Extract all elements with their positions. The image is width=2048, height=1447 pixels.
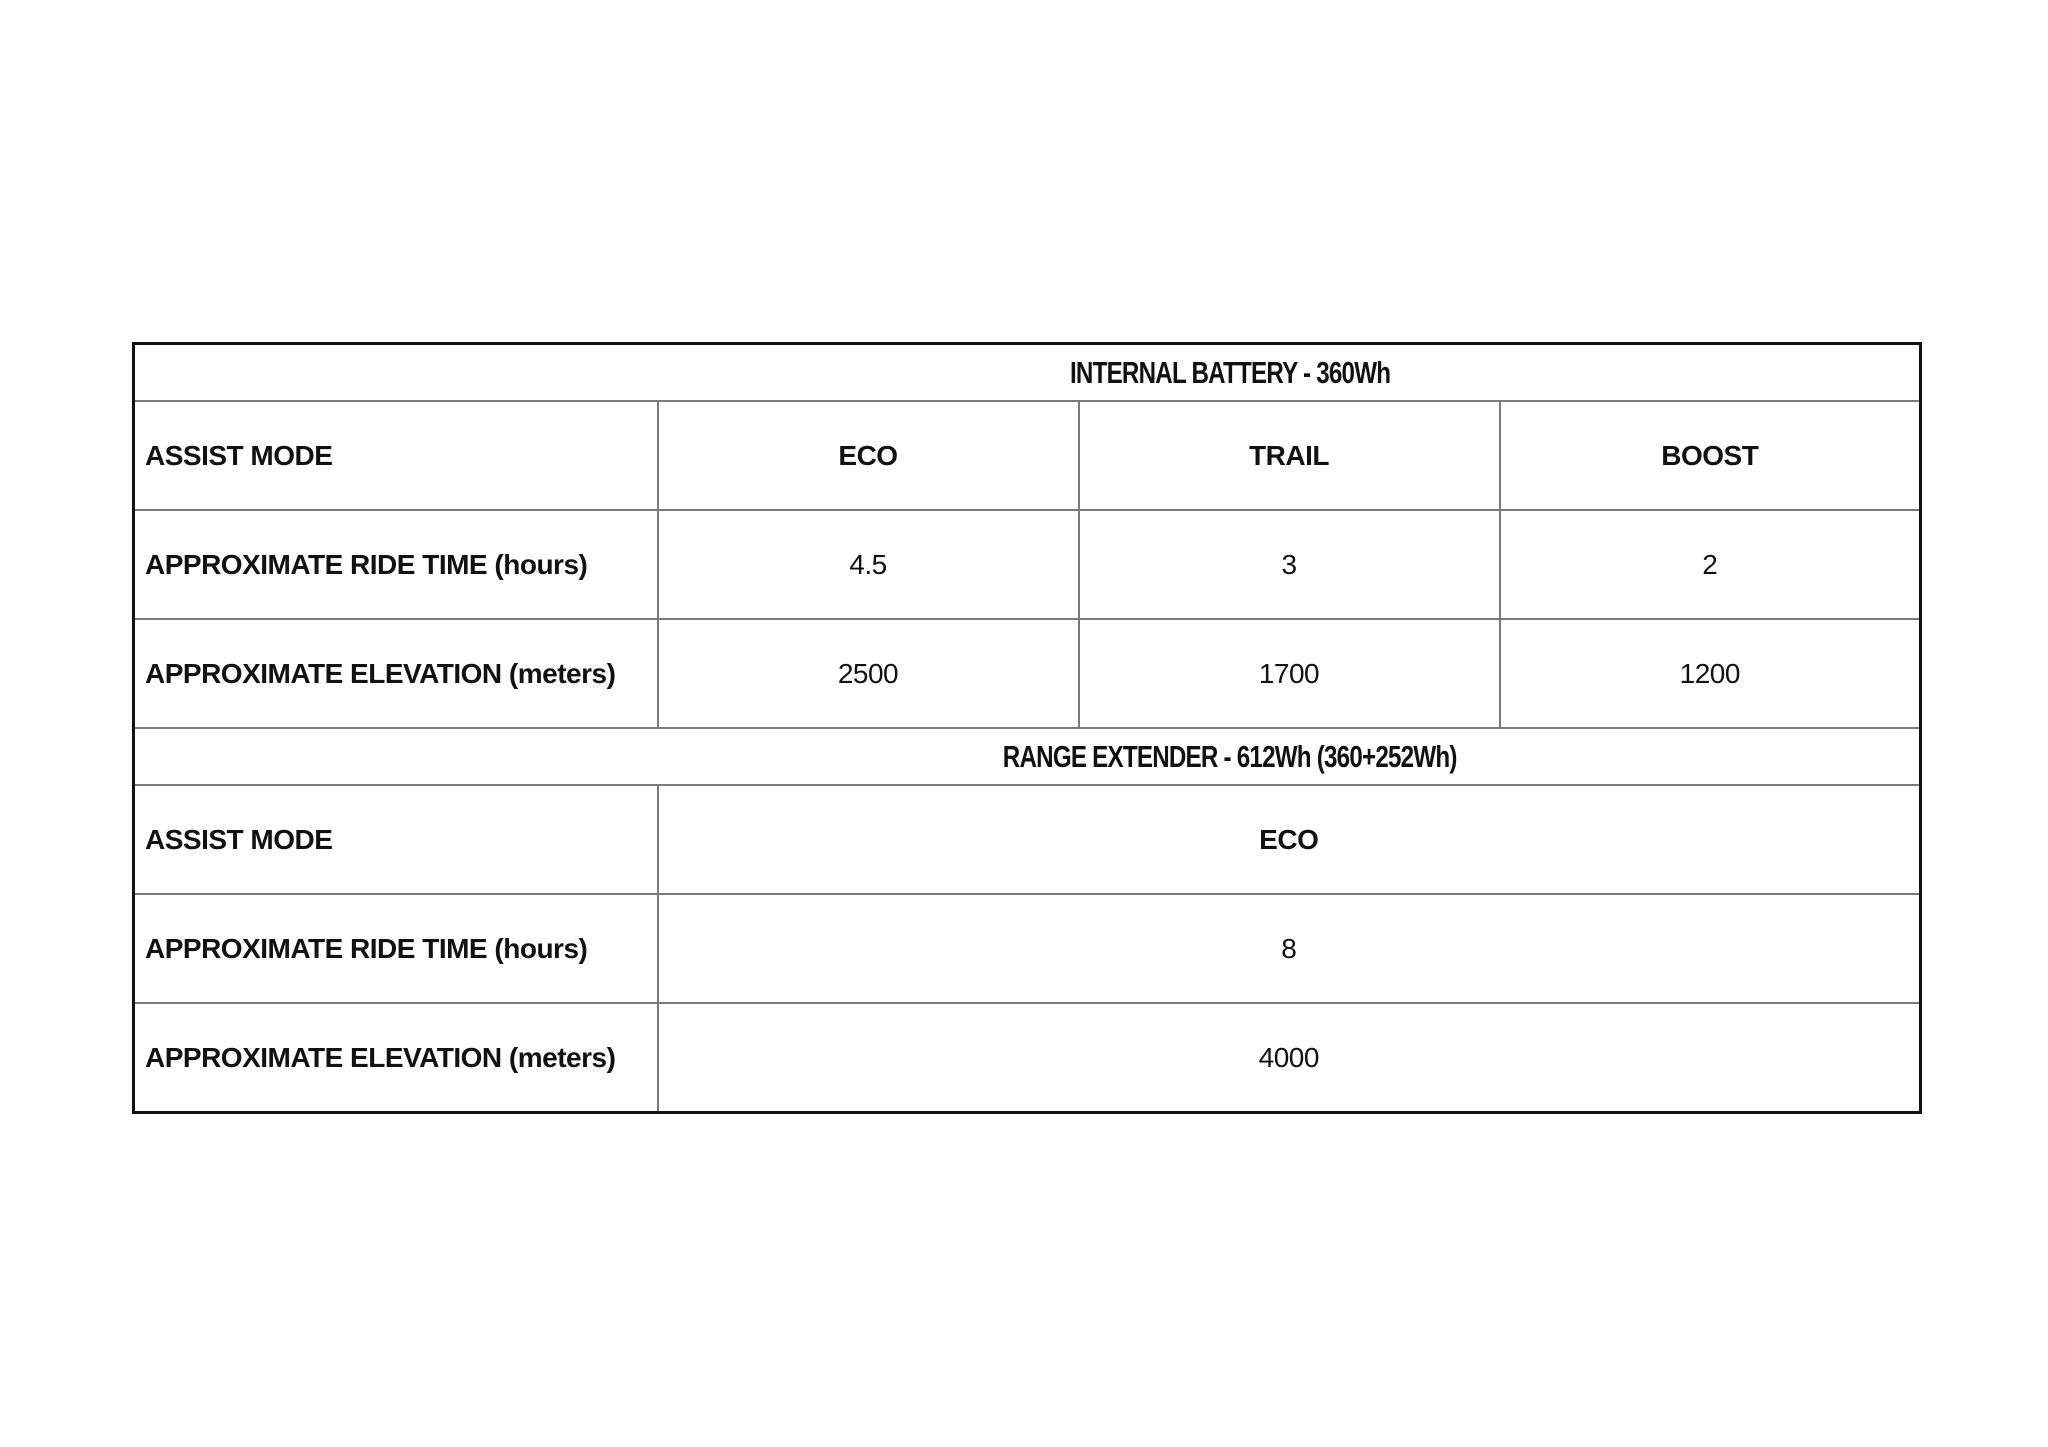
table-row [134,1003,1921,1113]
cell-value: 8 [1281,932,1297,964]
cell-value: ECO [1259,823,1319,855]
cell-value: 1200 [1679,657,1740,689]
cell-value: ECO [838,439,898,471]
cell-value: 4000 [1258,1041,1319,1073]
row-label-text: APPROXIMATE ELEVATION [145,1041,502,1073]
cell-value: BOOST [1661,439,1759,471]
table-row [134,401,1921,510]
mode-trail-cell [1079,401,1500,510]
row-unit: (meters) [508,657,616,689]
cell-value: 2 [1702,548,1718,580]
row-label [134,619,658,728]
row-label [134,1003,658,1113]
mode-eco-cell [658,401,1079,510]
cell-value: 4.5 [849,548,887,580]
table-row [134,894,1921,1003]
mode-boost-cell [1500,401,1921,510]
range-extender-title [134,728,1921,785]
row-label [134,510,658,619]
table-row [134,785,1921,894]
row-label [134,894,658,1003]
cell-value: TRAIL [1249,439,1329,471]
row-unit: (hours) [494,548,588,580]
elevation-boost-cell [1500,619,1921,728]
ride-time-trail-cell [1079,510,1500,619]
elevation-eco-cell [658,619,1079,728]
ride-time-eco-cell [658,510,1079,619]
extender-mode-cell [658,785,1921,894]
row-label-text: APPROXIMATE RIDE TIME [145,932,488,964]
cell-value: 3 [1281,548,1297,580]
row-unit: (meters) [508,1041,616,1073]
elevation-trail-cell [1079,619,1500,728]
battery-spec-table [132,342,1922,1114]
range-extender-title-text: RANGE EXTENDER - 612Wh (360+252Wh) [1002,738,1457,774]
cell-value: 1700 [1258,657,1320,689]
cell-value: 2500 [837,657,899,689]
row-label-text: ASSIST MODE [145,439,333,471]
row-label [134,401,658,510]
extender-elevation-cell [658,1003,1921,1113]
range-extender-header-row [134,728,1921,785]
ride-time-boost-cell [1500,510,1921,619]
extender-ride-time-cell [658,894,1921,1003]
row-label-text: ASSIST MODE [145,823,333,855]
row-label-text: APPROXIMATE ELEVATION [145,657,502,689]
row-unit: (hours) [494,932,588,964]
internal-battery-header-row [134,344,1921,402]
internal-battery-title [134,344,1921,402]
row-label-text: APPROXIMATE RIDE TIME [145,548,488,580]
table-row [134,619,1921,728]
table-row [134,510,1921,619]
row-label [134,785,658,894]
internal-battery-title-text: INTERNAL BATTERY - 360Wh [1069,354,1390,390]
